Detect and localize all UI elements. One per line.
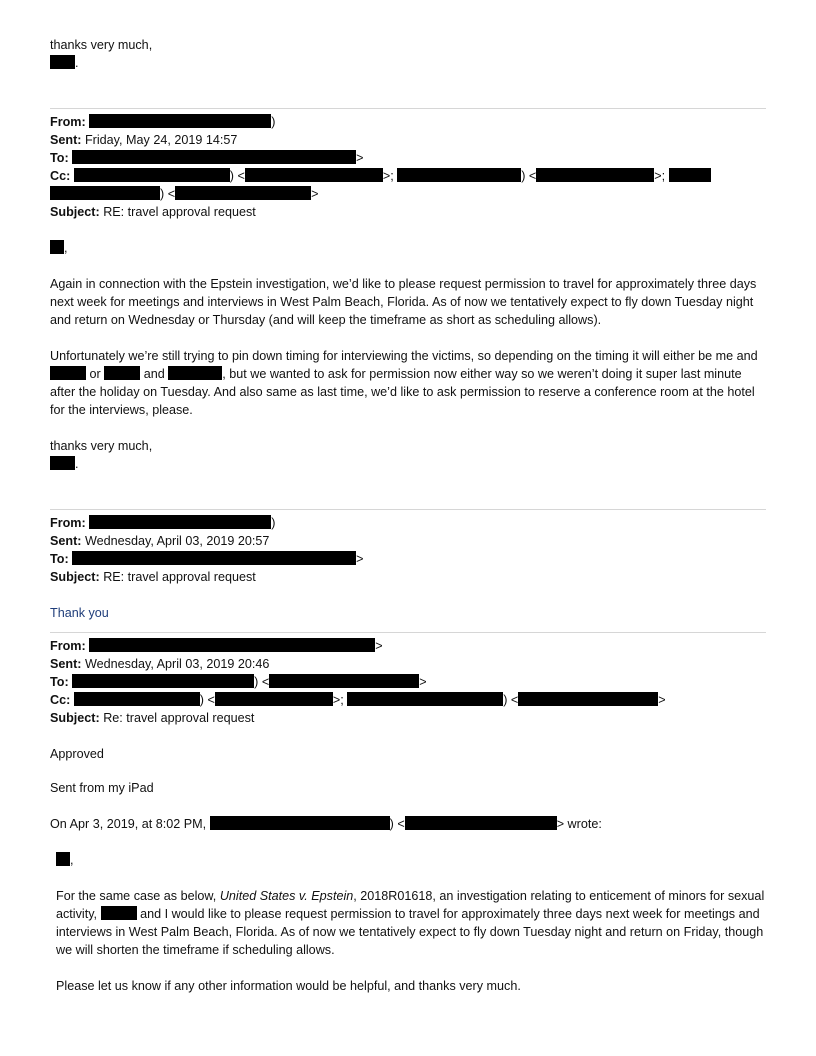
top-signature: . <box>50 54 766 72</box>
redaction-block <box>168 366 222 380</box>
redaction-block <box>536 168 654 182</box>
email3-body-ipad: Sent from my iPad <box>50 781 154 795</box>
redaction-block <box>89 638 375 652</box>
redaction-block <box>89 515 271 529</box>
redaction-block <box>175 186 311 200</box>
email1-to: To: > <box>50 151 364 165</box>
redaction-block <box>245 168 383 182</box>
redaction-block <box>74 692 200 706</box>
redaction-block <box>56 852 70 866</box>
redaction-block <box>104 366 140 380</box>
redaction-block <box>101 906 137 920</box>
email1-cc: Cc: ) < >; ) < >; <box>50 167 766 185</box>
email3-from: From: > <box>50 639 383 653</box>
quote-salutation: , <box>56 851 766 869</box>
quote-paragraph-1: For the same case as below, United States v. Epstein, 2018R01618, an investigation relating to enticement of minors for sexual activity, and I would like to please request permission to travel for approximately three days next week for meetings and interviews in West Palm Beach, Florida. As of now we tentatively expect to fly down Tuesday night and return on Friday, though we will shorten the timeframe if scheduling allows. <box>56 889 765 957</box>
email3-to: To: ) < > <box>50 675 427 689</box>
email1-signature: . <box>50 455 766 473</box>
email2-subject: Subject: RE: travel approval request <box>50 570 256 584</box>
redaction-block <box>50 366 86 380</box>
email1-cc-cont: ) < > <box>50 185 766 203</box>
email1-paragraph-1: Again in connection with the Epstein investigation, we’d like to please request permission to travel for approximately three days next week for meetings and interviews in West Palm Beach, Florida. As of now we tentatively expect to fly down Tuesday night and return on Wednesday or Thursday (and will keep the timeframe as short as scheduling allows). <box>50 277 757 327</box>
redaction-block <box>210 816 390 830</box>
email3-subject: Subject: Re: travel approval request <box>50 711 255 725</box>
quoted-message <box>50 833 766 995</box>
quote-paragraph-2: Please let us know if any other information would be helpful, and thanks very much. <box>56 979 521 993</box>
redaction-block <box>89 114 271 128</box>
redaction-block <box>72 551 356 565</box>
redaction-block <box>50 55 75 69</box>
redaction-block <box>72 150 356 164</box>
redaction-block <box>269 674 419 688</box>
redaction-block <box>405 816 557 830</box>
redaction-block <box>74 168 230 182</box>
email-document <box>50 36 766 995</box>
redaction-block <box>518 692 658 706</box>
top-closing: thanks very much, <box>50 38 153 52</box>
redaction-block <box>347 692 503 706</box>
redaction-block <box>72 674 254 688</box>
email2-to: To: > <box>50 552 364 566</box>
email2-body: Thank you <box>50 606 109 620</box>
email1-sent: Sent: Friday, May 24, 2019 14:57 <box>50 133 238 147</box>
redaction-block <box>669 168 711 182</box>
email1-salutation: , <box>50 239 766 257</box>
email3-sent: Sent: Wednesday, April 03, 2019 20:46 <box>50 657 270 671</box>
redaction-block <box>50 240 64 254</box>
redaction-block <box>50 456 75 470</box>
redaction-block <box>215 692 333 706</box>
email3-cc: Cc: ) < >; ) < > <box>50 693 666 707</box>
email1-subject: Subject: RE: travel approval request <box>50 205 256 219</box>
email1-closing: thanks very much, <box>50 439 153 453</box>
email3-body-approved: Approved <box>50 747 104 761</box>
redaction-block <box>397 168 521 182</box>
email2-sent: Sent: Wednesday, April 03, 2019 20:57 <box>50 534 270 548</box>
quote-attribution: On Apr 3, 2019, at 8:02 PM, ) < > wrote: <box>50 817 602 831</box>
email1-paragraph-2: Unfortunately we’re still trying to pin down timing for interviewing the victims, so depending on the timing it will either be me and or and , but we wanted to ask for permission now either way so we weren’t doing it super last minute after the holiday on Tuesday. And also same as last time, we’d like to ask permission to reserve a conference room at the hotel for the interviews, please. <box>50 349 758 417</box>
email1-from: From: ) <box>50 115 276 129</box>
redaction-block <box>50 186 160 200</box>
email2-from: From: ) <box>50 516 276 530</box>
